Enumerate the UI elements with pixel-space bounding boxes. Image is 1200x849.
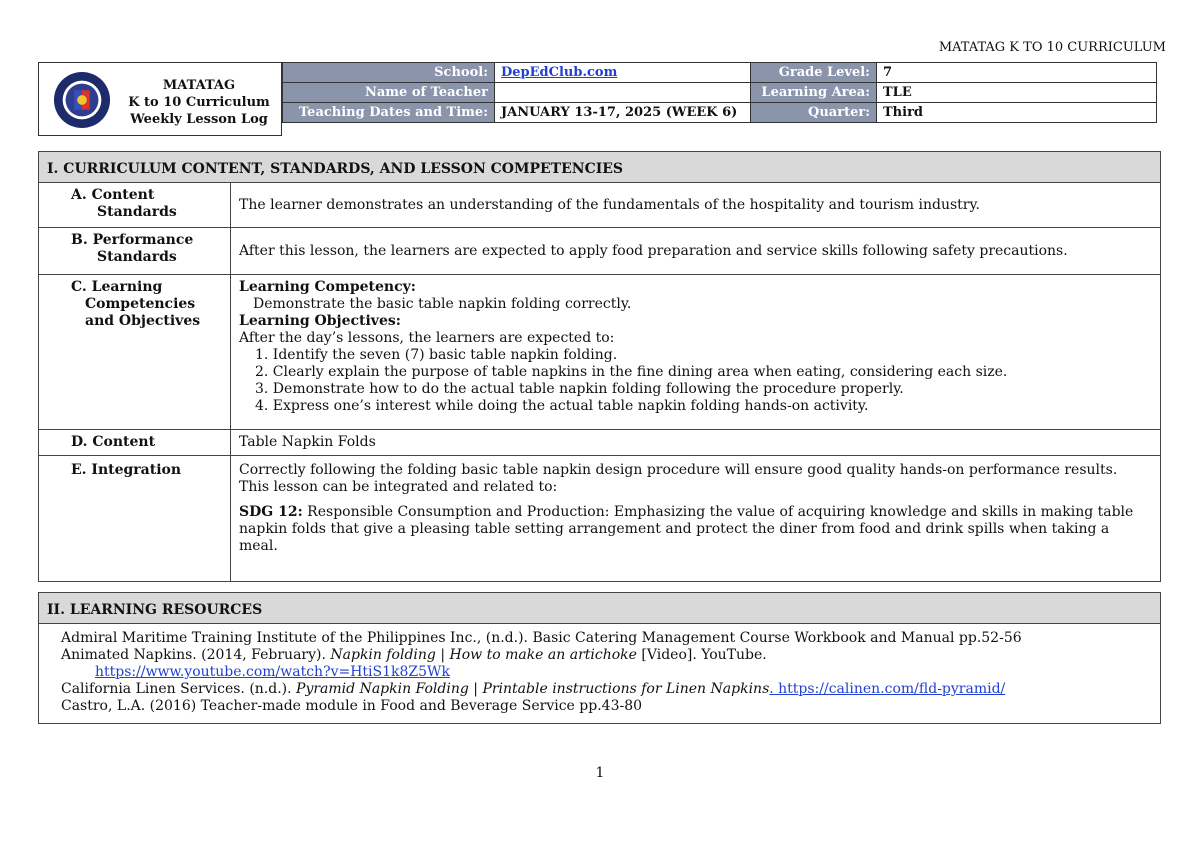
row-performance-standards: [39, 228, 1160, 275]
school-link[interactable]: DepEdClub.com: [501, 65, 618, 80]
b-label-2: Standards: [97, 249, 177, 265]
c-obj-1: 1. Identify the seven (7) basic table napkin folding.: [255, 347, 618, 363]
c-label-2: Competencies: [85, 296, 196, 312]
section-1-title: I. CURRICULUM CONTENT, STANDARDS, AND LESSON COMPETENCIES: [39, 152, 1160, 183]
e-sdg-text: Responsible Consumption and Production: Emphasizing the value of acquiring knowledge and skills in making table napkin folds that give a pleasing table setting arrangement and protect the diner from food and drink spills when taking a meal.: [239, 504, 1134, 554]
grade-value: 7: [877, 63, 1157, 83]
quarter-value: Third: [877, 103, 1157, 123]
logo-box: [38, 62, 282, 136]
c-label-3: and Objectives: [85, 313, 201, 329]
dates-label: Teaching Dates and Time:: [283, 103, 495, 123]
b-label-1: B. Performance: [71, 232, 194, 248]
b-text: After this lesson, the learners are expected to apply food preparation and service skills following safety precautions.: [239, 243, 1068, 259]
dates-value: JANUARY 13-17, 2025 (WEEK 6): [495, 103, 751, 123]
c-obj-2: 2. Clearly explain the purpose of table napkins in the fine dining area when eating, considering each size.: [255, 364, 1008, 380]
c-obj-3: 3. Demonstrate how to do the actual table napkin folding following the procedure properly.: [255, 381, 904, 397]
page-header: MATATAG K TO 10 CURRICULUM: [938, 40, 1166, 55]
c-obj-intro: After the day’s lessons, the learners are expected to:: [239, 330, 615, 346]
row-competencies: [39, 275, 1160, 430]
e-label: E. Integration: [71, 462, 182, 478]
section-resources: [38, 592, 1161, 724]
area-value: TLE: [877, 83, 1157, 103]
resource-3-a: California Linen Services. (n.d.).: [61, 681, 297, 697]
c-obj-4: 4. Express one’s interest while doing the actual table napkin folding hands-on activity.: [255, 398, 869, 414]
d-text: Table Napkin Folds: [239, 434, 376, 450]
resource-2-a: Animated Napkins. (2014, February).: [61, 647, 331, 663]
c-comp-heading: Learning Competency:: [239, 279, 416, 295]
d-label: D. Content: [71, 434, 156, 450]
resource-2-b: [Video]. YouTube.: [636, 647, 767, 663]
teacher-value: [495, 83, 751, 103]
school-value: [495, 63, 751, 83]
resource-2-link[interactable]: https://www.youtube.com/watch?v=HtiS1k8Z5Wk: [95, 664, 450, 680]
a-label-2: Standards: [97, 204, 177, 220]
quarter-label: Quarter:: [751, 103, 877, 123]
resource-3: [61, 681, 1160, 698]
resource-2-title: Napkin folding | How to make an artichoke: [330, 647, 637, 663]
logo-line-1: MATATAG: [162, 78, 236, 93]
e-text-2: This lesson can be integrated and related to:: [239, 479, 558, 495]
logo-line-3: Weekly Lesson Log: [130, 112, 268, 127]
e-text-1: Correctly following the folding basic table napkin design procedure will ensure good quality hands-on performance results.: [239, 462, 1118, 478]
c-label-1: C. Learning: [71, 279, 163, 295]
lesson-meta-table: [282, 62, 1157, 123]
a-label-1: A. Content: [71, 187, 155, 203]
e-sdg: [239, 504, 1152, 555]
school-label: School:: [283, 63, 495, 83]
grade-label: Grade Level:: [751, 63, 877, 83]
teacher-label: Name of Teacher: [283, 83, 495, 103]
section-2-title: II. LEARNING RESOURCES: [39, 593, 1160, 624]
resource-2: [61, 647, 1160, 664]
row-integration: [39, 456, 1160, 581]
row-content-standards: [39, 183, 1160, 228]
a-text: The learner demonstrates an understanding of the fundamentals of the hospitality and tourism industry.: [239, 197, 980, 213]
logo-line-2: K to 10 Curriculum: [128, 95, 270, 110]
c-obj-heading: Learning Objectives:: [239, 313, 401, 329]
c-comp-text: Demonstrate the basic table napkin folding correctly.: [253, 296, 632, 312]
e-sdg-label: SDG 12:: [239, 504, 303, 520]
resource-4: Castro, L.A. (2016) Teacher-made module in Food and Beverage Service pp.43-80: [61, 698, 643, 714]
page-number: 1: [595, 765, 605, 781]
resource-1: Admiral Maritime Training Institute of the Philippines Inc., (n.d.). Basic Catering Management Course Workbook and Manual pp.52-56: [61, 630, 1022, 646]
resource-3-title: Pyramid Napkin Folding | Printable instructions for Linen Napkins: [296, 681, 770, 697]
section-curriculum: [38, 151, 1161, 582]
area-label: Learning Area:: [751, 83, 877, 103]
deped-seal-icon: [53, 71, 111, 129]
row-content: [39, 430, 1160, 456]
resource-3-link[interactable]: . https://calinen.com/fld-pyramid/: [769, 681, 1006, 697]
